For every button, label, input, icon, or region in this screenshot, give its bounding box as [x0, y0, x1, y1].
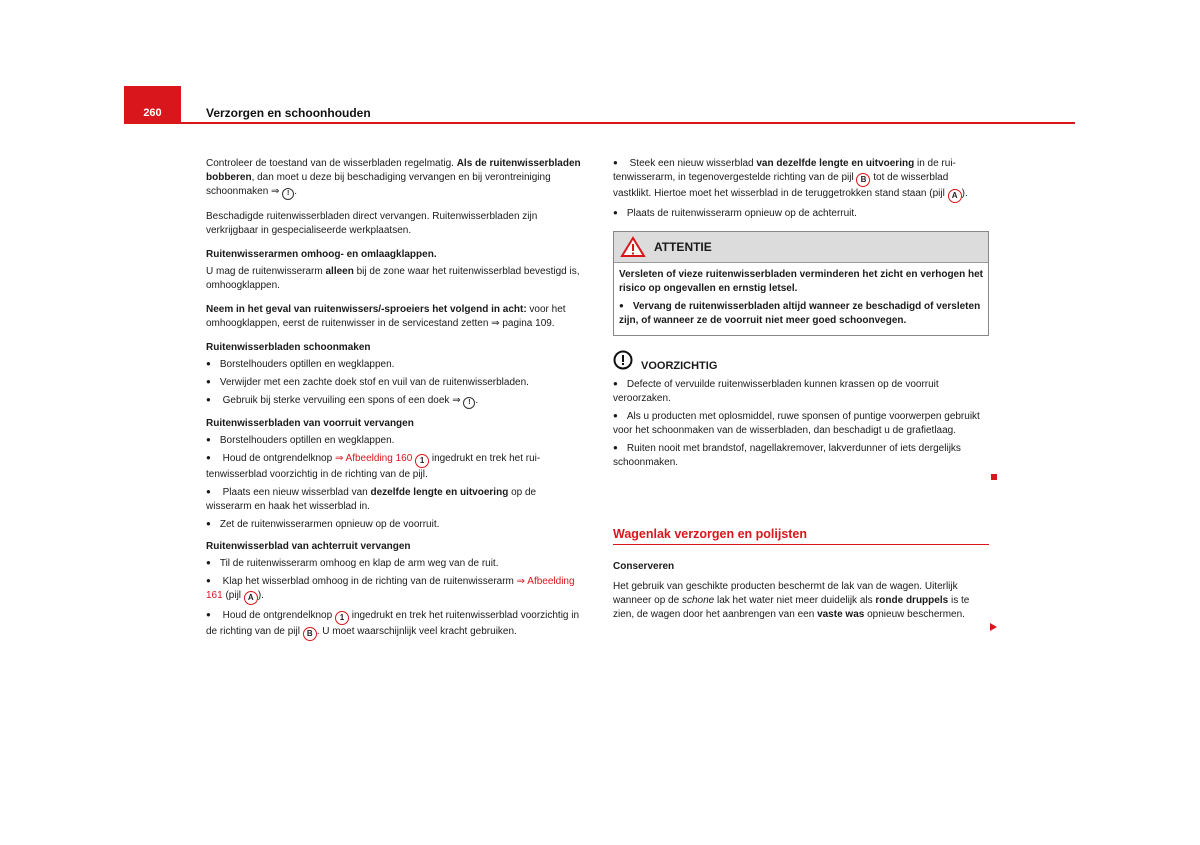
- section-heading: Wagenlak verzorgen en polijsten: [613, 527, 989, 545]
- list-item: ● Borstelhouders optillen en wegklappen.: [206, 434, 581, 448]
- list-item: ● Borstelhouders optillen en wegklappen.: [206, 358, 581, 372]
- fold-paragraph: U mag de ruitenwisserarm alleen bij de zone waar het ruitenwisserblad bevestigd is, omhoogklappen.: [206, 266, 580, 291]
- list-item: ● Als u producten met oplosmiddel, ruwe sponsen of puntige voorwerpen gebruikt voor het schoonmaken van de wisserbladen, dan beschadigt u de grafietlaag.: [613, 410, 989, 438]
- marker-a-icon: A: [948, 189, 962, 203]
- marker-1-icon: 1: [335, 611, 349, 625]
- page-number: 260: [124, 86, 181, 124]
- continue-arrow-icon: [990, 623, 997, 631]
- caution-header: [613, 350, 989, 370]
- subheading-conserveren: Conserveren: [613, 561, 675, 572]
- list-item: ● Verwijder met een zachte doek stof en vuil van de ruitenwisserbladen.: [206, 376, 581, 390]
- conserveren-paragraph: Het gebruik van geschikte producten beschermt de lak van de wagen. Uiterlijk wanneer op de schone lak het water niet meer duidelijk als ronde druppels is te zien, de wagen door het aanbrengen van een vaste was opnieuw beschermen.: [613, 581, 970, 620]
- subheading-fold-arms: Ruitenwisserarmen omhoog- en omlaagklappen.: [206, 249, 437, 260]
- subheading-rear-blade: Ruitenwisserblad van achterruit vervangen: [206, 541, 411, 552]
- list-item: ● Houd de ontgrendelknop 1 ingedrukt en trek het ruitenwisserblad voorzichtig in de richting van de pijl B . U moet waarschijnlijk veel kracht gebruiken.: [206, 609, 581, 641]
- list-item: ● Plaats de ruitenwisserarm opnieuw op de achterruit.: [613, 207, 989, 221]
- warning-header: [614, 232, 988, 263]
- marker-1-icon: 1: [415, 454, 429, 468]
- list-item: ● Houd de ontgrendelknop ⇒ Afbeelding 160 1 ingedrukt en trek het ruitenwisserblad voorzichtig in de richting van de pijl.: [206, 452, 581, 482]
- subheading-clean-blades: Ruitenwisserbladen schoonmaken: [206, 342, 371, 353]
- list-item: ● Plaats een nieuw wisserblad van dezelfde lengte en uitvoering op de wisserarm en haak het wisserblad in.: [206, 486, 581, 514]
- marker-a-icon: A: [244, 591, 258, 605]
- caution-circle-icon: [613, 350, 633, 370]
- list-item: ● Steek een nieuw wisserblad van dezelfde lengte en uitvoering in de ruitenwisserarm, in tegenovergestelde richting van de pijl B tot de wisserblad vastklikt. Hiertoe moet het wisserblad in de teruggetrokken stand staan (pijl A ).: [613, 157, 989, 203]
- list-item: ● Klap het wisserblad omhoog in de richting van de ruitenwisserarm ⇒ Afbeelding 161 (pijl A ).: [206, 575, 581, 605]
- warning-triangle-icon: [620, 236, 646, 258]
- chapter-title: Verzorgen en schoonhouden: [206, 106, 371, 120]
- list-item: ● Ruiten nooit met brandstof, nagellakremover, lakverdunner of iets dergelijks schoonmaken.: [613, 442, 989, 470]
- figure-160-link[interactable]: ⇒ Afbeelding 160: [334, 453, 413, 464]
- list-item: ● Defecte of vervuilde ruitenwisserbladen kunnen krassen op de voorruit veroorzaken.: [613, 378, 989, 406]
- caution-title: VOORZICHTIG: [641, 360, 718, 372]
- warning-box: [613, 231, 989, 336]
- figure-161-link[interactable]: ⇒ Afbeelding 161: [206, 576, 575, 601]
- list-item: ● Til de ruitenwisserarm omhoog en klap de arm weg van de ruit.: [206, 557, 581, 571]
- intro-paragraph: Controleer de toestand van de wisserbladen regelmatig. Als de ruitenwisserbladen bobberen, dan moet u deze bij beschadiging vervangen en bij verontreiniging schoonmaken ⇒ ! .: [206, 157, 581, 200]
- marker-b-icon: B: [303, 627, 317, 641]
- list-item: ● Zet de ruitenwisserarmen opnieuw op de voorruit.: [206, 518, 581, 532]
- caution-ref-icon: !: [463, 397, 475, 409]
- warning-bullet: ● Vervang de ruitenwisserbladen altijd wanneer ze beschadigd of versleten zijn, of wanneer ze de voorruit niet meer goed schoonvegen.: [619, 300, 983, 328]
- warning-body: [614, 263, 988, 335]
- list-item: ● Gebruik bij sterke vervuiling een spons of een doek ⇒ ! .: [206, 394, 581, 409]
- left-column: [206, 157, 581, 645]
- service-position-paragraph: Neem in het geval van ruitenwissers/-sproeiers het volgend in acht: voor het omhoogklappen, eerst de ruitenwisser in de servicestand zetten ⇒ pagina 109.: [206, 304, 566, 329]
- warning-text: Versleten of vieze ruitenwisserbladen verminderen het zicht en verhogen het risico op ongevallen en ernstig letsel.: [619, 269, 983, 294]
- conserveren-section: [613, 560, 989, 622]
- marker-b-icon: B: [856, 173, 870, 187]
- right-column: [613, 157, 989, 474]
- caution-ref-icon: !: [282, 188, 294, 200]
- warning-title: ATTENTIE: [654, 240, 712, 254]
- subheading-front-blades: Ruitenwisserbladen van voorruit vervangen: [206, 418, 414, 429]
- section-end-marker: [991, 474, 997, 480]
- header-divider: [181, 122, 1075, 124]
- replace-paragraph: Beschadigde ruitenwisserbladen direct vervangen. Ruitenwisserbladen zijn verkrijgbaar in gespecialiseerde werkplaatsen.: [206, 211, 538, 236]
